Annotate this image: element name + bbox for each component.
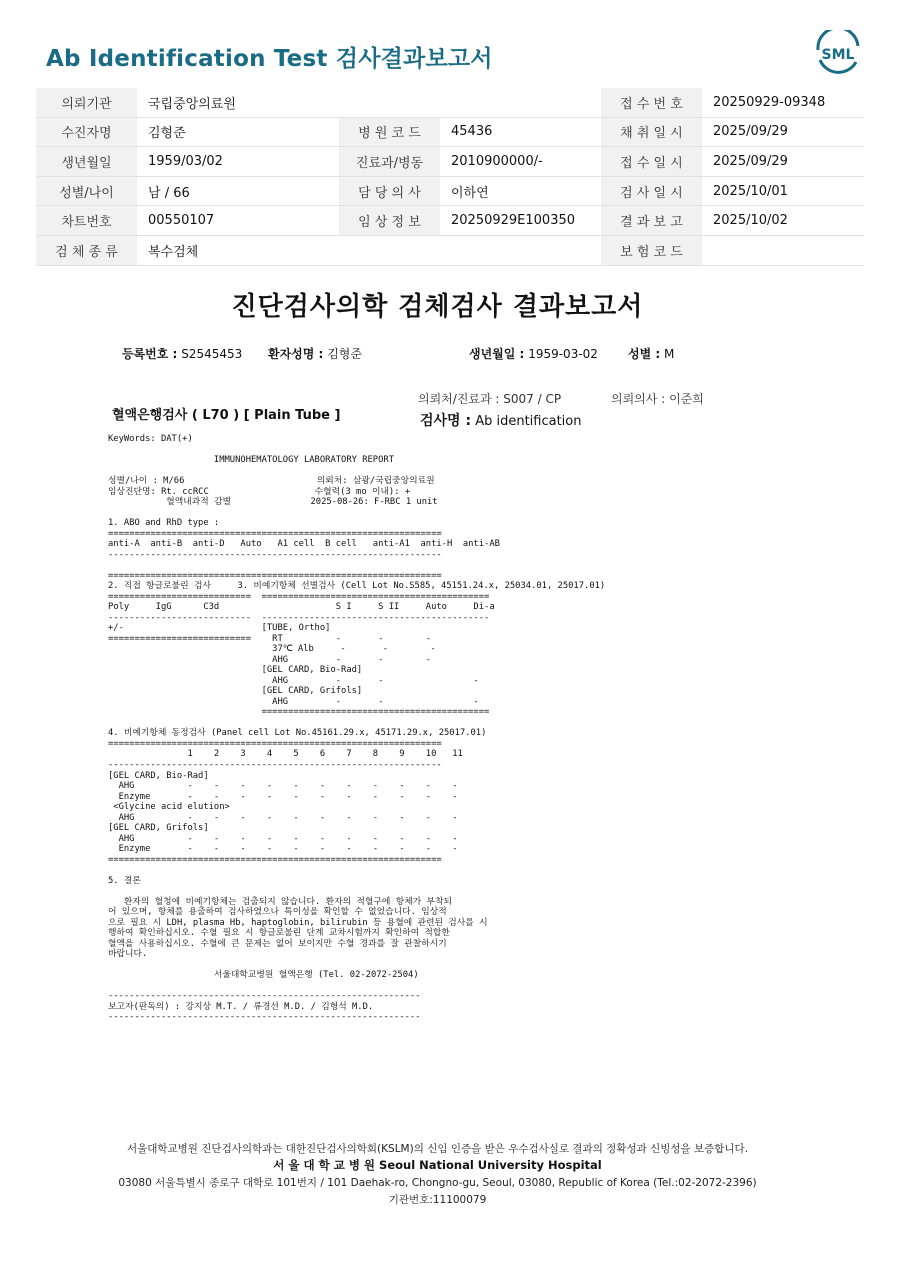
info-value	[702, 235, 864, 265]
info-value: 이하연	[440, 176, 601, 206]
footer-hospital-name: 서 울 대 학 교 병 원 Seoul National University Hospital	[273, 1158, 602, 1172]
info-label: 진료과/병동	[339, 147, 440, 177]
info-value: 00550107	[137, 206, 339, 236]
info-label: 임 상 정 보	[339, 206, 440, 236]
info-label: 접 수 번 호	[601, 88, 702, 117]
info-label: 검 사 일 시	[601, 176, 702, 206]
info-value	[440, 88, 601, 117]
info-row	[36, 235, 864, 265]
info-label: 채 취 일 시	[601, 117, 702, 147]
info-row	[36, 88, 864, 117]
info-label: 성별/나이	[36, 176, 137, 206]
info-value: 2025/09/29	[702, 147, 864, 177]
footer-institution-number: 기관번호:11100079	[388, 1194, 487, 1206]
report-title: 진단검사의학 검체검사 결과보고서	[231, 292, 644, 322]
requesting-doctor: 의뢰의사 : 이준희	[611, 392, 704, 406]
info-value: 1959/03/02	[137, 147, 339, 177]
sml-logo	[812, 30, 864, 76]
info-value	[440, 235, 601, 265]
page-title: Ab Identification Test 검사결과보고서	[46, 46, 493, 72]
info-label: 병 원 코 드	[339, 117, 440, 147]
birth-date: 생년월일 : 1959-03-02	[469, 347, 598, 361]
footer-certification: 서울대학교병원 진단검사의학과는 대한진단검사의학회(KSLM)의 신임 인증을 받은 우수검사실로 결과의 정확성과 신빙성을 보증합니다.	[126, 1143, 749, 1155]
info-row	[36, 206, 864, 236]
info-label: 접 수 일 시	[601, 147, 702, 177]
info-value: 45436	[440, 117, 601, 147]
info-value: 2025/10/02	[702, 206, 864, 236]
info-value: 2025/09/29	[702, 117, 864, 147]
info-value: 2010900000/-	[440, 147, 601, 177]
logo-text: SML	[821, 47, 855, 63]
reg-number: 등록번호 : S2545453	[122, 347, 243, 361]
info-row	[36, 176, 864, 206]
info-value: 20250929E100350	[440, 206, 601, 236]
info-label: 결 과 보 고	[601, 206, 702, 236]
info-value: 2025/10/01	[702, 176, 864, 206]
lab-report-body: KeyWords: DAT(+) IMMUNOHEMATOLOGY LABORATORY REPORT 성별/나이 : M/66 의뢰처: 삼광/국립중앙의료원 임상진단명: Rt. ccRCC 수혈력(3 mo 이내): + 혈액내과적 감별 2025-08-26: F-RBC 1 unit 1. ABO and RhD type : =============================================================== anti-A anti-B anti-D Auto A1 cell B cell anti-A1 anti-H anti-AB --------------------------------------------------------------- =============================================================== 2. 직접 항글로불린 검사 3. 비예기항체 선별검사 (Cell Lot No.S585, 45151.24.x, 25034.01, 25017.01) =========================== =========================================== Poly IgG C3d S I S II Auto Di-a --------------------------- ------------------------------------------- +/- [TUBE, Ortho] =========================== RT - - - 37℃ Alb - - - AHG - - - [GEL CARD, Bio-Rad] AHG - - - [GEL CARD, Grifols] AHG - - - =========================================== 4. 비예기항체 동정검사 (Panel cell Lot No.45161.29.x, 45171.29.x, 25017.01) =============================================================== 1 2 3 4 5 6 7 8 9 10 11 --------------------------------------------------------------- [GEL CARD, Bio-Rad] AHG - - - - - - - - - - - Enzyme - - - - - - - - - - - <Glycine acid elution> AHG - - - - - - - - - - - [GEL CARD, Grifols] AHG - - - - - - - - - - - Enzyme - - - - - - - - - - - =============================================================== 5. 결론 환자의 혈청에 비예기항체는 검출되지 않습니다. 환자의 적혈구에 항체가 부착되 어 있으며, 항체를 용출하여 검사하였으나 특이성을 확인할 수 없었습니다. 임상적 으로 필요 시 LDH, plasma Hb, haptoglobin, bilirubin 등 용혈에 관련된 검사를 시 행하여 확인하십시오. 수혈 필요 시 항글로불린 단계 교차시험까지 확인하여 적합한 혈액을 사용하십시오. 수혈에 큰 문제는 없어 보이지만 수혈 경과를 잘 관찰하시기 바랍니다. 서울대학교병원 혈액은행 (Tel. 02-2072-2504) ----------------------------------------------------------- 보고자(판독의) : 강지상 M.T. / 류경선 M.D. / 김형석 M.D. -----------------------------------------------------------	[108, 434, 606, 1023]
section-title: 혈액은행검사 ( L70 ) [ Plain Tube ]	[112, 408, 341, 423]
info-label: 의뢰기관	[36, 88, 137, 117]
info-label	[339, 235, 440, 265]
info-label: 수진자명	[36, 117, 137, 147]
info-value: 남 / 66	[137, 176, 339, 206]
info-label	[339, 88, 440, 117]
requesting-dept: 의뢰처/진료과 : S007 / CP	[418, 392, 562, 406]
test-name: 검사명 : Ab identification	[420, 413, 582, 429]
info-value: 김형준	[137, 117, 339, 147]
info-label: 차트번호	[36, 206, 137, 236]
info-label: 생년월일	[36, 147, 137, 177]
patient-info-table	[36, 88, 864, 266]
info-label: 보 험 코 드	[601, 235, 702, 265]
info-value: 국립중앙의료원	[137, 88, 339, 117]
sex: 성별 : M	[628, 347, 675, 361]
info-label: 담 당 의 사	[339, 176, 440, 206]
info-row	[36, 117, 864, 147]
info-row	[36, 147, 864, 177]
info-value: 20250929-09348	[702, 88, 864, 117]
info-label: 검 체 종 류	[36, 235, 137, 265]
patient-name: 환자성명 : 김형준	[268, 347, 362, 361]
footer-address: 03080 서울특별시 종로구 대학로 101번지 / 101 Daehak-ro, Chongno-gu, Seoul, 03080, Republic of Korea (Tel.:02-2072-2396)	[118, 1177, 757, 1189]
info-value: 복수검체	[137, 235, 339, 265]
